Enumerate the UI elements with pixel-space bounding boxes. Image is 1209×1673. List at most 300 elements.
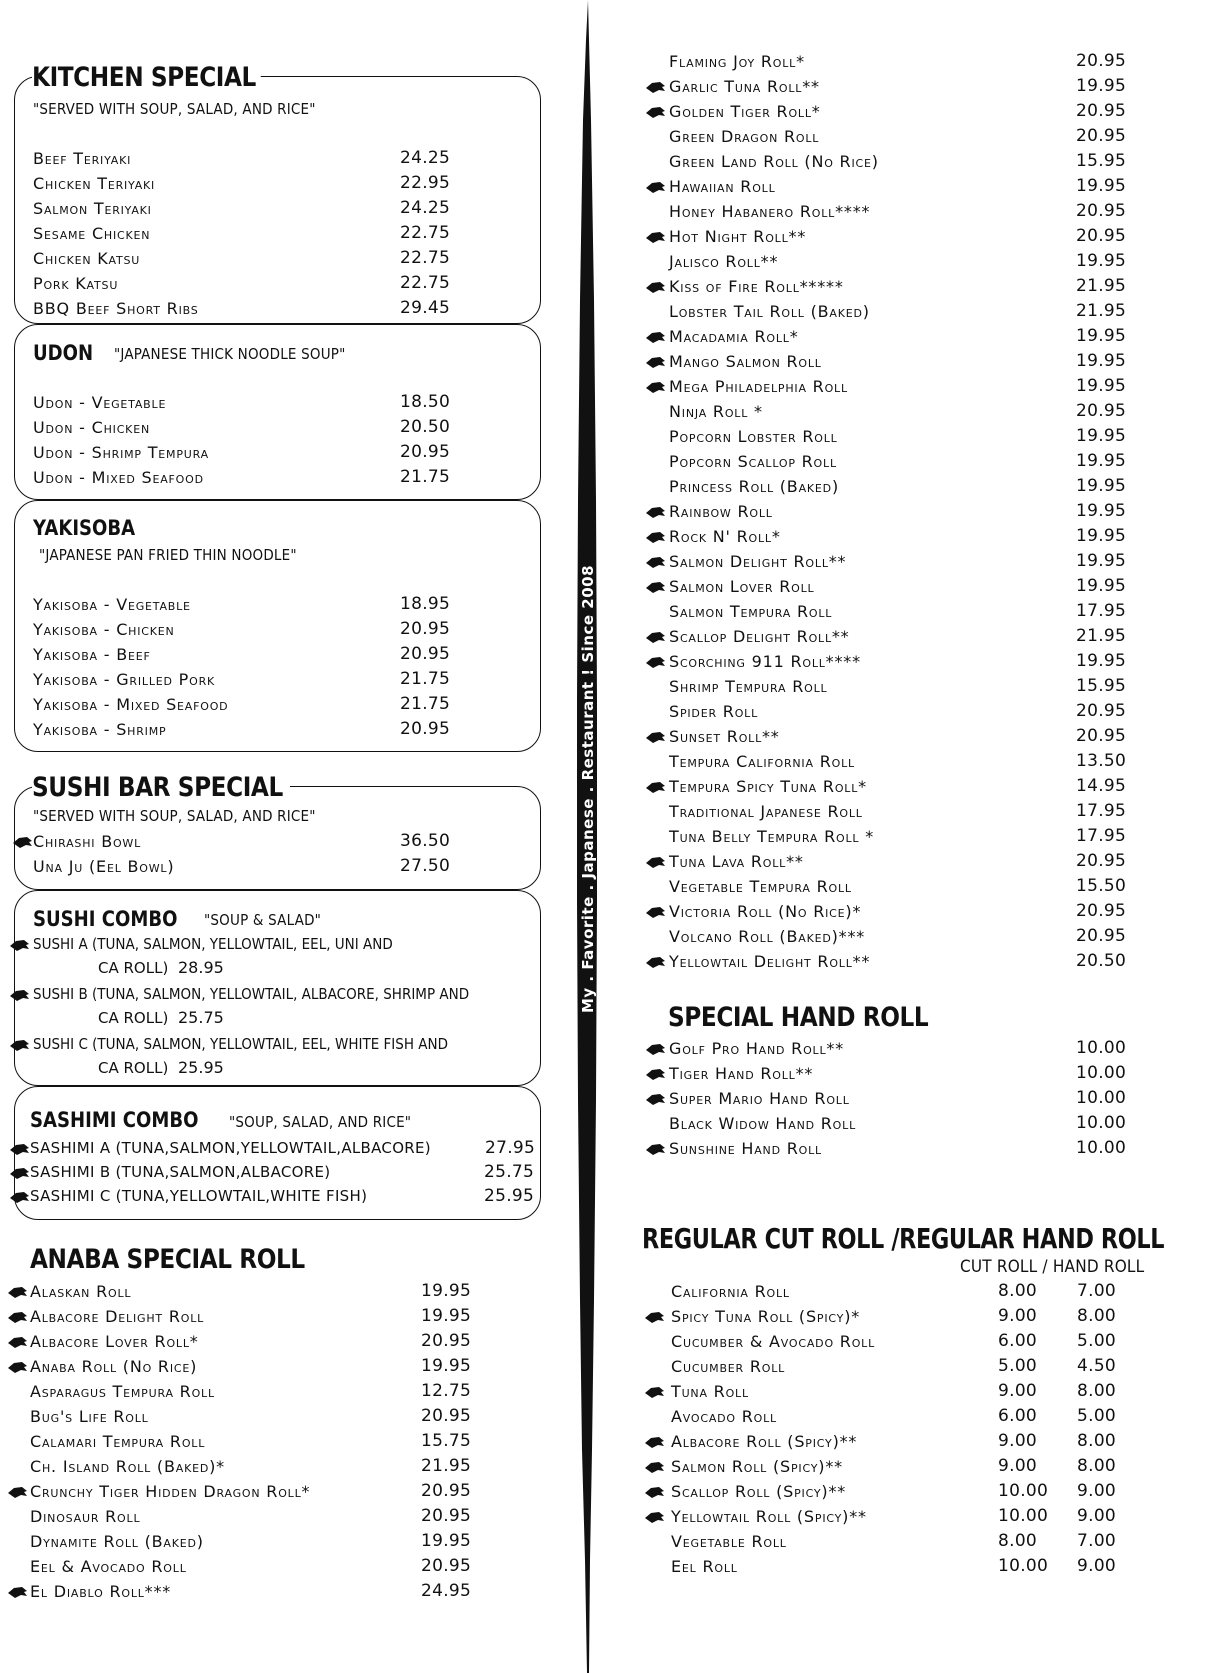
menu-item (10, 1160, 535, 1184)
item-name: Salmon Tempura Roll (669, 602, 833, 621)
item-name: Ninja Roll * (669, 402, 763, 421)
fish-icon (646, 957, 666, 968)
udon-subtitle: "JAPANESE THICK NOODLE SOUP" (114, 345, 346, 363)
menu-item (643, 899, 1143, 924)
item-name: Sunset Roll** (669, 727, 780, 746)
anaba-roll-list-left (8, 1279, 478, 1604)
fish-icon (8, 1312, 28, 1323)
menu-item (643, 124, 1143, 149)
item-name: Lobster Tail Roll (Baked) (669, 302, 870, 321)
combo-item-description-cont: CA ROLL) (98, 1009, 169, 1027)
item-price: 29.45 (400, 298, 451, 318)
item-price: 18.95 (400, 594, 451, 614)
menu-item (643, 1279, 1143, 1304)
item-price: 22.75 (400, 248, 451, 268)
anaba-special-roll-title: ANABA SPECIAL ROLL (30, 1244, 305, 1275)
fish-icon (646, 907, 666, 918)
fish-icon (646, 1044, 666, 1055)
item-price: 21.75 (400, 669, 451, 689)
item-price: 13.50 (1076, 751, 1127, 771)
menu-item (643, 699, 1143, 724)
item-price: 19.95 (1076, 176, 1127, 196)
menu-item (8, 1429, 478, 1454)
item-price: 19.95 (1076, 351, 1127, 371)
item-price-hand: 5.00 (1077, 1331, 1117, 1351)
item-price: 19.95 (1076, 76, 1127, 96)
item-price: 19.95 (1076, 426, 1127, 446)
item-price: 25.95 (484, 1186, 535, 1206)
item-price: 19.95 (1076, 476, 1127, 496)
menu-item (33, 296, 483, 321)
item-price: 19.95 (421, 1306, 472, 1326)
menu-item (643, 1329, 1143, 1354)
item-price: 20.95 (1076, 226, 1127, 246)
special-hand-roll-list (643, 1036, 1143, 1161)
menu-item (643, 674, 1143, 699)
menu-item (643, 324, 1143, 349)
fish-icon (10, 1144, 30, 1155)
item-price: 14.95 (1076, 776, 1127, 796)
item-price-cut: 6.00 (998, 1331, 1038, 1351)
menu-item (643, 824, 1143, 849)
kitchen-special-title: KITCHEN SPECIAL (32, 62, 261, 94)
item-name: Una Ju (Eel Bowl) (33, 857, 175, 876)
item-name: Ch. Island Roll (Baked)* (30, 1457, 225, 1476)
fish-icon (10, 940, 30, 951)
menu-item (33, 667, 483, 692)
item-name: Tuna Roll (671, 1382, 749, 1401)
menu-item (643, 199, 1143, 224)
menu-item (643, 1036, 1143, 1061)
item-name: Scorching 911 Roll**** (669, 652, 861, 671)
item-price: 15.95 (1076, 151, 1127, 171)
kitchen-special-list (33, 146, 483, 321)
menu-item (643, 1086, 1143, 1111)
fish-icon (646, 1069, 666, 1080)
item-price: 20.95 (1076, 901, 1127, 921)
item-name: Udon - Shrimp Tempura (33, 443, 209, 462)
item-name: Cucumber Roll (671, 1357, 786, 1376)
menu-item (643, 349, 1143, 374)
item-name: Garlic Tuna Roll** (669, 77, 820, 96)
item-name: Yakisoba - Mixed Seafood (33, 695, 229, 714)
item-name: Yakisoba - Vegetable (33, 595, 191, 614)
fish-icon (8, 1487, 28, 1498)
item-price-hand: 8.00 (1077, 1381, 1117, 1401)
fish-icon (645, 1487, 665, 1498)
menu-item (643, 1111, 1143, 1136)
menu-item (643, 1136, 1143, 1161)
item-name: California Roll (671, 1282, 790, 1301)
item-name: Flaming Joy Roll* (669, 52, 805, 71)
menu-item (643, 799, 1143, 824)
item-name: Princess Roll (Baked) (669, 477, 839, 496)
menu-item (8, 1404, 478, 1429)
item-price: 22.75 (400, 273, 451, 293)
item-name: Scallop Roll (Spicy)** (671, 1482, 847, 1501)
menu-item (643, 849, 1143, 874)
item-price-hand: 9.00 (1077, 1506, 1117, 1526)
menu-item (33, 171, 483, 196)
menu-item (643, 1404, 1143, 1429)
item-name: Black Widow Hand Roll (669, 1114, 856, 1133)
menu-item (643, 624, 1143, 649)
menu-item (33, 196, 483, 221)
menu-item (33, 592, 483, 617)
item-price: 19.95 (1076, 551, 1127, 571)
regular-roll-list (643, 1279, 1143, 1579)
item-name: Tuna Belly Tempura Roll * (669, 827, 875, 846)
menu-item (8, 1479, 478, 1504)
item-price-cut: 9.00 (998, 1381, 1038, 1401)
item-name: Victoria Roll (No Rice)* (669, 902, 862, 921)
item-name: BBQ Beef Short Ribs (33, 299, 199, 318)
menu-item (13, 829, 483, 854)
combo-item-description-cont: CA ROLL) (98, 1059, 169, 1077)
item-name: Chicken Katsu (33, 249, 141, 268)
item-name: SASHIMI C (TUNA,YELLOWTAIL,WHITE FISH) (30, 1187, 368, 1205)
item-name: Vegetable Roll (671, 1532, 787, 1551)
item-price: 20.95 (1076, 401, 1127, 421)
item-price: 21.95 (1076, 626, 1127, 646)
item-price: 24.25 (400, 198, 451, 218)
item-price: 27.50 (400, 856, 451, 876)
fish-icon (646, 107, 666, 118)
item-name: Eel Roll (671, 1557, 738, 1576)
fish-icon (10, 1192, 30, 1203)
fish-icon (8, 1287, 28, 1298)
item-price: 15.95 (1076, 676, 1127, 696)
menu-item (643, 49, 1143, 74)
item-name: Cucumber & Avocado Roll (671, 1332, 876, 1351)
item-price: 10.00 (1076, 1113, 1127, 1133)
item-price: 19.95 (1076, 376, 1127, 396)
item-name: Albacore Lover Roll* (30, 1332, 199, 1351)
item-name: Dinosaur Roll (30, 1507, 141, 1526)
item-price-hand: 7.00 (1077, 1281, 1117, 1301)
item-price-hand: 8.00 (1077, 1306, 1117, 1326)
item-price-hand: 5.00 (1077, 1406, 1117, 1426)
item-name: Spider Roll (669, 702, 759, 721)
menu-item (33, 415, 483, 440)
fish-icon (8, 1362, 28, 1373)
special-hand-roll-title: SPECIAL HAND ROLL (668, 1002, 929, 1033)
menu-item (643, 299, 1143, 324)
menu-item (8, 1329, 478, 1354)
item-name: Rainbow Roll (669, 502, 773, 521)
item-name: Yakisoba - Chicken (33, 620, 175, 639)
item-price: 20.95 (400, 719, 451, 739)
yakisoba-list (33, 592, 483, 742)
item-price: 20.95 (421, 1481, 472, 1501)
regular-roll-title: REGULAR CUT ROLL /REGULAR HAND ROLL (642, 1222, 1165, 1255)
item-name: Shrimp Tempura Roll (669, 677, 828, 696)
item-name: Scallop Delight Roll** (669, 627, 850, 646)
fish-icon (645, 1312, 665, 1323)
item-name: Yakisoba - Grilled Pork (33, 670, 216, 689)
item-price: 20.95 (1076, 851, 1127, 871)
fish-icon (10, 1040, 30, 1051)
menu-item (33, 221, 483, 246)
item-name: Volcano Roll (Baked)*** (669, 927, 866, 946)
fish-icon (646, 382, 666, 393)
menu-item (643, 474, 1143, 499)
fish-icon (646, 82, 666, 93)
item-price: 21.75 (400, 467, 451, 487)
menu-item (8, 1354, 478, 1379)
menu-item (643, 1061, 1143, 1086)
item-name: Asparagus Tempura Roll (30, 1382, 215, 1401)
item-price: 19.95 (1076, 326, 1127, 346)
menu-item (8, 1504, 478, 1529)
item-name: Jalisco Roll** (669, 252, 779, 271)
item-price: 20.95 (1076, 101, 1127, 121)
menu-item (33, 390, 483, 415)
menu-item (643, 1554, 1143, 1579)
item-name: Chirashi Bowl (33, 832, 142, 851)
menu-item (643, 424, 1143, 449)
menu-item (643, 949, 1143, 974)
menu-item (33, 246, 483, 271)
fish-icon (645, 1437, 665, 1448)
item-price: 20.95 (421, 1331, 472, 1351)
item-price-hand: 4.50 (1077, 1356, 1117, 1376)
item-price: 22.75 (400, 223, 451, 243)
menu-item (643, 249, 1143, 274)
item-name: Rock N' Roll* (669, 527, 781, 546)
menu-item (643, 74, 1143, 99)
item-name: Pork Katsu (33, 274, 119, 293)
item-price-hand: 7.00 (1077, 1531, 1117, 1551)
item-name: Udon - Vegetable (33, 393, 167, 412)
item-price-hand: 9.00 (1077, 1556, 1117, 1576)
item-name: Salmon Lover Roll (669, 577, 815, 596)
item-price: 19.95 (1076, 651, 1127, 671)
sushi-combo-list (10, 932, 530, 1082)
item-name: Golf Pro Hand Roll** (669, 1039, 845, 1058)
udon-list (33, 390, 483, 490)
item-price: 19.95 (421, 1281, 472, 1301)
fish-icon (646, 782, 666, 793)
item-price: 20.95 (1076, 701, 1127, 721)
menu-item (643, 874, 1143, 899)
item-price: 12.75 (421, 1381, 472, 1401)
item-name: Chicken Teriyaki (33, 174, 156, 193)
menu-item (33, 440, 483, 465)
item-name: Golden Tiger Roll* (669, 102, 821, 121)
item-price: 21.95 (421, 1456, 472, 1476)
item-price: 20.95 (400, 619, 451, 639)
menu-item (33, 692, 483, 717)
fish-icon (8, 1587, 28, 1598)
menu-item (643, 224, 1143, 249)
item-price: 17.95 (1076, 601, 1127, 621)
item-price: 21.95 (1076, 276, 1127, 296)
item-name: Tiger Hand Roll** (669, 1064, 814, 1083)
fish-icon (646, 557, 666, 568)
item-price: 19.95 (1076, 451, 1127, 471)
menu-item (643, 749, 1143, 774)
menu-item (643, 174, 1143, 199)
menu-item (643, 549, 1143, 574)
menu-item (643, 724, 1143, 749)
item-price: 21.95 (1076, 301, 1127, 321)
combo-item-price: 28.95 (178, 958, 224, 977)
fish-icon (646, 582, 666, 593)
fish-icon (645, 1387, 665, 1398)
item-price: 20.50 (400, 417, 451, 437)
item-name: Salmon Roll (Spicy)** (671, 1457, 843, 1476)
menu-item (33, 465, 483, 490)
item-price-cut: 8.00 (998, 1281, 1038, 1301)
menu-item (643, 149, 1143, 174)
menu-item (33, 617, 483, 642)
sushi-bar-subtitle: "SERVED WITH SOUP, SALAD, AND RICE" (33, 807, 316, 825)
sushi-bar-list (13, 829, 483, 879)
item-price: 20.95 (421, 1506, 472, 1526)
fish-icon (646, 1094, 666, 1105)
sashimi-combo-list (10, 1136, 535, 1208)
item-name: Sesame Chicken (33, 224, 151, 243)
item-price: 20.50 (1076, 951, 1127, 971)
item-name: Hawaiian Roll (669, 177, 776, 196)
item-name: Albacore Roll (Spicy)** (671, 1432, 858, 1451)
item-name: Popcorn Scallop Roll (669, 452, 837, 471)
item-name: Salmon Delight Roll** (669, 552, 847, 571)
menu-item (643, 499, 1143, 524)
fish-icon (8, 1337, 28, 1348)
combo-item-price: 25.75 (178, 1008, 224, 1027)
item-price: 19.95 (1076, 501, 1127, 521)
sushi-bar-special-title: SUSHI BAR SPECIAL (32, 772, 290, 804)
item-price: 20.95 (1076, 926, 1127, 946)
item-price: 21.75 (400, 694, 451, 714)
menu-item (8, 1304, 478, 1329)
item-name: Green Dragon Roll (669, 127, 820, 146)
fish-icon (646, 182, 666, 193)
yakisoba-subtitle: "JAPANESE PAN FRIED THIN NOODLE" (39, 546, 297, 564)
item-name: Popcorn Lobster Roll (669, 427, 838, 446)
item-name: Alaskan Roll (30, 1282, 132, 1301)
item-price-cut: 6.00 (998, 1406, 1038, 1426)
item-name: Crunchy Tiger Hidden Dragon Roll* (30, 1482, 311, 1501)
tagline: My . Favorite . Japanese . Restaurant ! Since 2008 (579, 564, 597, 1014)
fish-icon (645, 1462, 665, 1473)
menu-item (33, 271, 483, 296)
item-name: Avocado Roll (671, 1407, 777, 1426)
item-price-hand: 8.00 (1077, 1456, 1117, 1476)
item-price: 20.95 (1076, 126, 1127, 146)
fish-icon (646, 282, 666, 293)
item-name: El Diablo Roll*** (30, 1582, 172, 1601)
menu-item (13, 854, 483, 879)
item-name: Eel & Avocado Roll (30, 1557, 187, 1576)
menu-item (10, 1184, 535, 1208)
item-price: 27.95 (485, 1138, 536, 1158)
item-price-cut: 9.00 (998, 1456, 1038, 1476)
menu-item (10, 1136, 535, 1160)
fish-icon (646, 857, 666, 868)
item-name: Salmon Teriyaki (33, 199, 152, 218)
menu-item (643, 274, 1143, 299)
menu-item (643, 399, 1143, 424)
fish-icon (646, 532, 666, 543)
menu-item (643, 1304, 1143, 1329)
item-price: 20.95 (421, 1406, 472, 1426)
fish-icon (646, 632, 666, 643)
item-price: 19.95 (1076, 251, 1127, 271)
menu-item (643, 599, 1143, 624)
fish-icon (10, 1168, 30, 1179)
menu-item (33, 146, 483, 171)
item-name: Calamari Tempura Roll (30, 1432, 206, 1451)
item-name: Yellowtail Delight Roll** (669, 952, 871, 971)
item-price: 18.50 (400, 392, 451, 412)
fish-icon (646, 1144, 666, 1155)
item-name: Mega Philadelphia Roll (669, 377, 848, 396)
sushi-combo-subtitle: "SOUP & SALAD" (204, 911, 322, 929)
item-price: 20.95 (400, 442, 451, 462)
item-name: Honey Habanero Roll**** (669, 202, 871, 221)
sashimi-combo-subtitle: "SOUP, SALAD, AND RICE" (229, 1113, 412, 1131)
item-price: 20.95 (1076, 51, 1127, 71)
menu-item (643, 1354, 1143, 1379)
item-name: Tempura Spicy Tuna Roll* (669, 777, 867, 796)
item-price: 24.95 (421, 1581, 472, 1601)
item-price-cut: 8.00 (998, 1531, 1038, 1551)
item-price: 10.00 (1076, 1063, 1127, 1083)
item-price: 22.95 (400, 173, 451, 193)
item-price: 10.00 (1076, 1038, 1127, 1058)
combo-item-description: SUSHI B (TUNA, SALMON, YELLOWTAIL, ALBACORE, SHRIMP AND (33, 985, 470, 1003)
item-price: 17.95 (1076, 801, 1127, 821)
item-price: 25.75 (484, 1162, 535, 1182)
item-name: Green Land Roll (No Rice) (669, 152, 879, 171)
item-name: Tuna Lava Roll** (669, 852, 804, 871)
item-price: 19.95 (1076, 576, 1127, 596)
combo-item-description: SUSHI C (TUNA, SALMON, YELLOWTAIL, EEL, WHITE FISH AND (33, 1035, 449, 1053)
item-name: Traditional Japanese Roll (669, 802, 863, 821)
menu-item (643, 574, 1143, 599)
item-price-cut: 10.00 (998, 1556, 1049, 1576)
menu-item (643, 99, 1143, 124)
yakisoba-title: YAKISOBA (33, 516, 136, 540)
item-name: Udon - Chicken (33, 418, 150, 437)
item-price-cut: 5.00 (998, 1356, 1038, 1376)
anaba-roll-list-right (643, 49, 1143, 974)
item-price: 10.00 (1076, 1088, 1127, 1108)
item-price: 10.00 (1076, 1138, 1127, 1158)
fish-icon (646, 732, 666, 743)
menu-item (8, 1554, 478, 1579)
item-price: 20.95 (400, 644, 451, 664)
regular-roll-subtitle: CUT ROLL / HAND ROLL (960, 1257, 1145, 1277)
sashimi-combo-title: SASHIMI COMBO (30, 1108, 199, 1132)
item-price: 15.50 (1076, 876, 1127, 896)
item-name: Yellowtail Roll (Spicy)** (671, 1507, 867, 1526)
menu-item (8, 1279, 478, 1304)
item-price: 19.95 (421, 1356, 472, 1376)
menu-item (643, 1429, 1143, 1454)
menu-item (8, 1379, 478, 1404)
menu-item (643, 1529, 1143, 1554)
combo-item (10, 982, 530, 1032)
item-price-hand: 9.00 (1077, 1481, 1117, 1501)
menu-item (643, 1504, 1143, 1529)
item-price-cut: 9.00 (998, 1431, 1038, 1451)
item-name: Spicy Tuna Roll (Spicy)* (671, 1307, 861, 1326)
fish-icon (10, 990, 30, 1001)
